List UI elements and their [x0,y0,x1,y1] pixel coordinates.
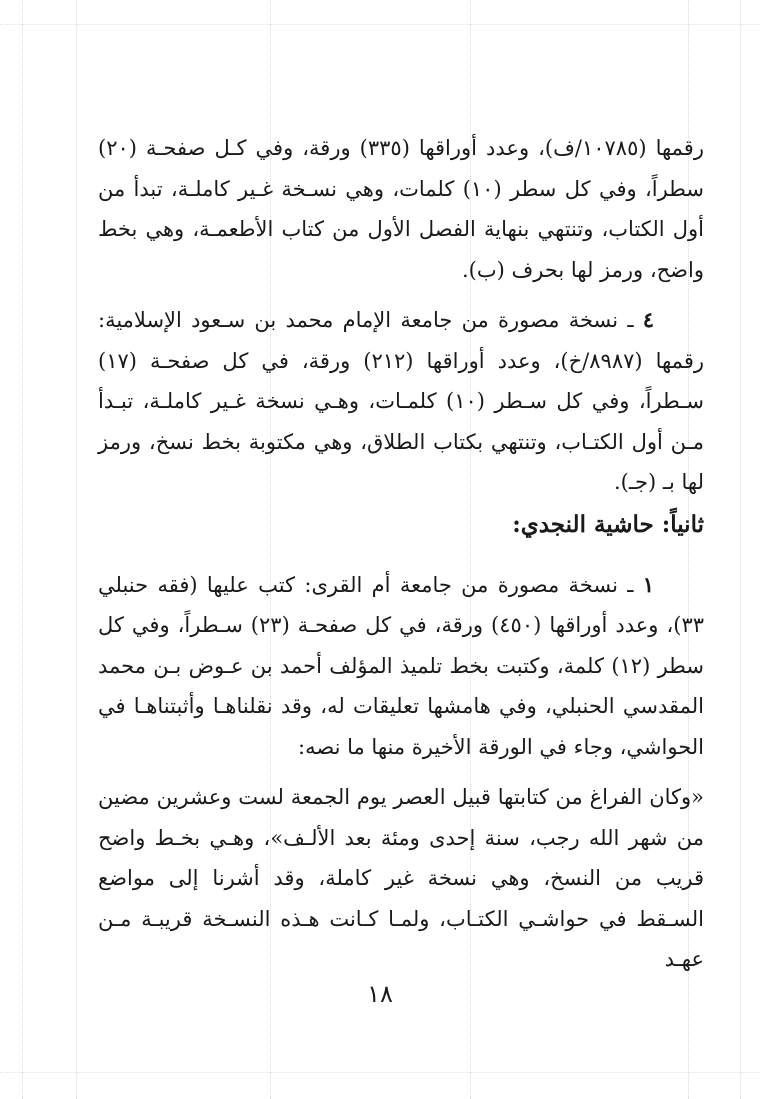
paragraph-text: ـ نسخة مصورة من جامعة الإمام محمد بن سـعود الإسلامية: رقمها (٨٩٨٧/خ)، وعدد أوراقها (٢١٢) ورقة، في كل صفحـة (١٧) سـطراً، وفي كل سـطر (١٠) كلمـات، وهـي نسخة غـير كاملـة، تبـدأ مـن أول الكتـاب، وتنتهي بكتاب الطلاق، وهي مكتوبة بخط نسخ، ورمز لها بـ (جـ). [98,308,705,494]
section-heading: ثانياً: حاشية النجدي: [512,510,704,538]
scan-grid-line [22,0,23,1099]
scan-grid-line [0,24,760,25]
item-number: ١ [642,571,654,597]
paragraph-quote: «وكان الفراغ من كتابتها قبيل العصر يوم الجمعة لست وعشرين مضين من شهر الله رجب، سنة إحدى ومئة بعد الألـف»، وهـي بخـط واضح قريب من النسخ، وهي نسخة غير كاملة، وقد أشرنا إلى مواضع السـقط في حواشـي الكتـاب، ولمـا كـانت هـذه النسـخة قريبـة مـن عهـد [98,785,704,971]
scan-grid-line [0,1072,760,1073]
scan-grid-line [76,0,77,1099]
paragraph-text: ـ نسخة مصورة من جامعة أم القرى: كتب عليها (فقه حنبلي ٣٣)، وعدد أوراقها (٤٥٠) ورقة، في كل صفحـة (٢٣) سـطراً، وفي كل سطر (١٢) كلمة، وكتبت بخط تلميذ المؤلف أحمد بن عـوض بـن محمد المقدسي الحنبلي، وفي هامشها تعليقات له، وقد نقلناهـا وأثبتناهـا في الحواشي، وجاء في الورقة الأخيرة منها ما نصه: [98,572,704,759]
page-number: ١٨ [367,980,393,1008]
paragraph-manuscript-4 [98,300,704,503]
item-number: ٤ [642,307,654,332]
scan-grid-line [740,0,741,1099]
paragraph-manuscript-1 [98,565,704,768]
body-text [98,128,704,980]
paragraph-manuscript-b: رقمها (١٠٧٨٥/ف)، وعدد أوراقها (٣٣٥) ورقة، وفي كـل صفحـة (٢٠) سطراً، وفي كل سطر (١٠) كلمات، وهي نسـخة غـير كاملـة، تبدأ من أول الكتاب، وتنتهي بنهاية الفصل الأول من كتاب الأطعمـة، وهي بخط واضح، ورمز لها بحرف (ب). [98,136,704,282]
